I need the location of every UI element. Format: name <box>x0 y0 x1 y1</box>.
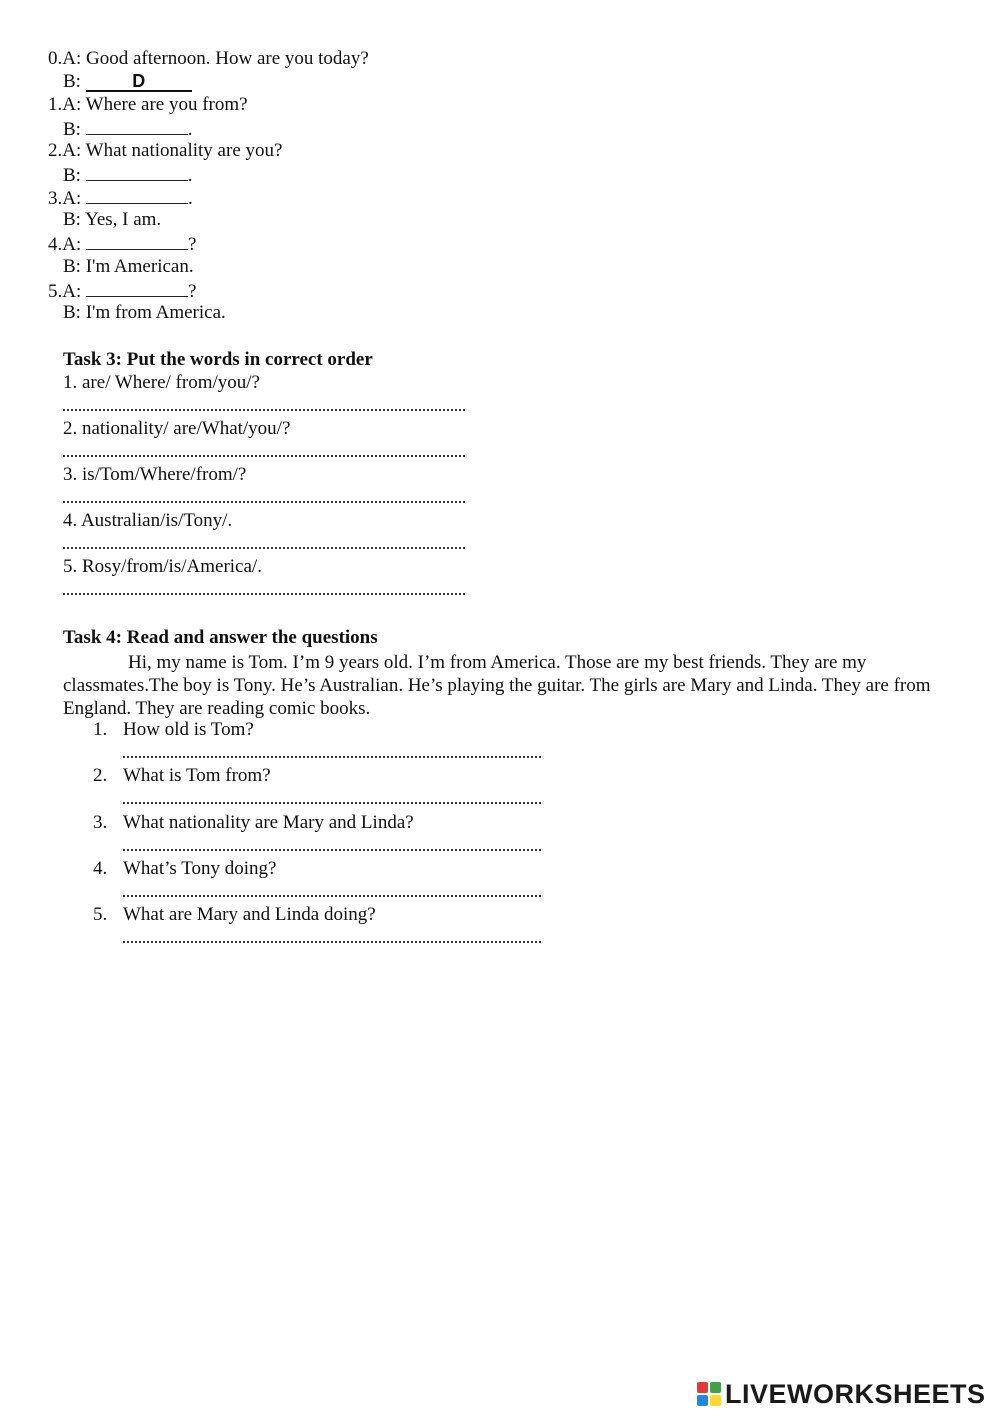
punct: . <box>187 165 193 186</box>
question-text: What nationality are Mary and Linda? <box>123 812 414 833</box>
task3-answer-line-1[interactable] <box>63 408 465 411</box>
task3-answer-line-4[interactable] <box>63 546 465 549</box>
answer-2-field[interactable] <box>86 163 188 181</box>
dialogue-3-a <box>48 186 193 210</box>
answer-5-field[interactable] <box>86 279 188 297</box>
dialogue-4-a <box>48 232 196 256</box>
question-number: 2. <box>93 765 108 786</box>
dialogue-5-a-label: 5.A: <box>48 281 82 302</box>
punct: ? <box>188 281 197 302</box>
answer-3-field[interactable] <box>86 186 188 204</box>
task3-answer-line-3[interactable] <box>63 500 465 503</box>
question-text: What’s Tony doing? <box>123 858 277 879</box>
task4-answer-line-4[interactable] <box>123 894 541 897</box>
dialogue-4-b: B: I'm American. <box>63 256 194 277</box>
task4-question <box>93 904 376 926</box>
answer-1-field[interactable] <box>86 117 188 135</box>
task3-item: 1. are/ Where/ from/you/? <box>63 372 260 393</box>
dialogue-0-a: 0.A: Good afternoon. How are you today? <box>48 48 369 69</box>
reading-passage: Hi, my name is Tom. I’m 9 years old. I’m from America. Those are my best friends. They are my classmates.The boy is Tony. He’s Australian. He’s playing the guitar. The girls are Mary and Linda. They are from England. They are reading comic books. <box>63 652 931 719</box>
task3-item: 4. Australian/is/Tony/. <box>63 510 233 531</box>
dialogue-3-a-label: 3.A: <box>48 188 82 209</box>
task4-answer-line-3[interactable] <box>123 848 541 851</box>
task3-item: 5. Rosy/from/is/America/. <box>63 556 262 577</box>
logo-square <box>697 1395 708 1406</box>
logo-icon <box>697 1382 721 1406</box>
task4-answer-line-1[interactable] <box>123 755 541 758</box>
task4-question <box>93 858 276 880</box>
question-text: How old is Tom? <box>123 719 254 740</box>
liveworksheets-logo <box>697 1379 986 1409</box>
punct: . <box>188 188 193 209</box>
task4-heading: Task 4: Read and answer the questions <box>63 627 378 648</box>
task4-answer-line-5[interactable] <box>123 940 541 943</box>
logo-square <box>710 1395 721 1406</box>
dialogue-5-b: B: I'm from America. <box>63 302 226 323</box>
dialogue-2-b <box>63 163 192 187</box>
dialogue-1-a: 1.A: Where are you from? <box>48 94 248 115</box>
question-number: 4. <box>93 858 108 879</box>
dialogue-3-b: B: Yes, I am. <box>63 209 162 230</box>
logo-text: LIVEWORKSHEETS <box>725 1378 986 1409</box>
task3-heading: Task 3: Put the words in correct order <box>63 349 373 370</box>
dialogue-5-a <box>48 279 196 303</box>
dialogue-0-b <box>63 71 192 93</box>
question-number: 5. <box>93 904 108 925</box>
task3-item: 2. nationality/ are/What/you/? <box>63 418 291 439</box>
dialogue-2-a: 2.A: What nationality are you? <box>48 140 283 161</box>
dialogue-0-b-label: B: <box>63 71 81 92</box>
logo-square <box>697 1382 708 1393</box>
dialogue-4-a-label: 4.A: <box>48 234 82 255</box>
dialogue-1-b <box>63 117 192 141</box>
task4-answer-line-2[interactable] <box>123 801 541 804</box>
question-text: What is Tom from? <box>123 765 271 786</box>
answer-0-field[interactable]: D <box>86 72 192 92</box>
punct: . <box>187 119 193 140</box>
task4-question <box>93 765 271 787</box>
answer-4-field[interactable] <box>86 232 188 250</box>
question-number: 3. <box>93 812 108 833</box>
question-text: What are Mary and Linda doing? <box>123 904 376 925</box>
task4-question <box>93 719 254 741</box>
task3-answer-line-2[interactable] <box>63 454 465 457</box>
dialogue-1-b-label: B: <box>63 119 81 140</box>
task4-question <box>93 812 414 834</box>
question-number: 1. <box>93 719 108 740</box>
punct: ? <box>188 234 197 255</box>
task3-answer-line-5[interactable] <box>63 592 465 595</box>
task3-item: 3. is/Tom/Where/from/? <box>63 464 247 485</box>
dialogue-2-b-label: B: <box>63 165 81 186</box>
logo-square <box>710 1382 721 1393</box>
